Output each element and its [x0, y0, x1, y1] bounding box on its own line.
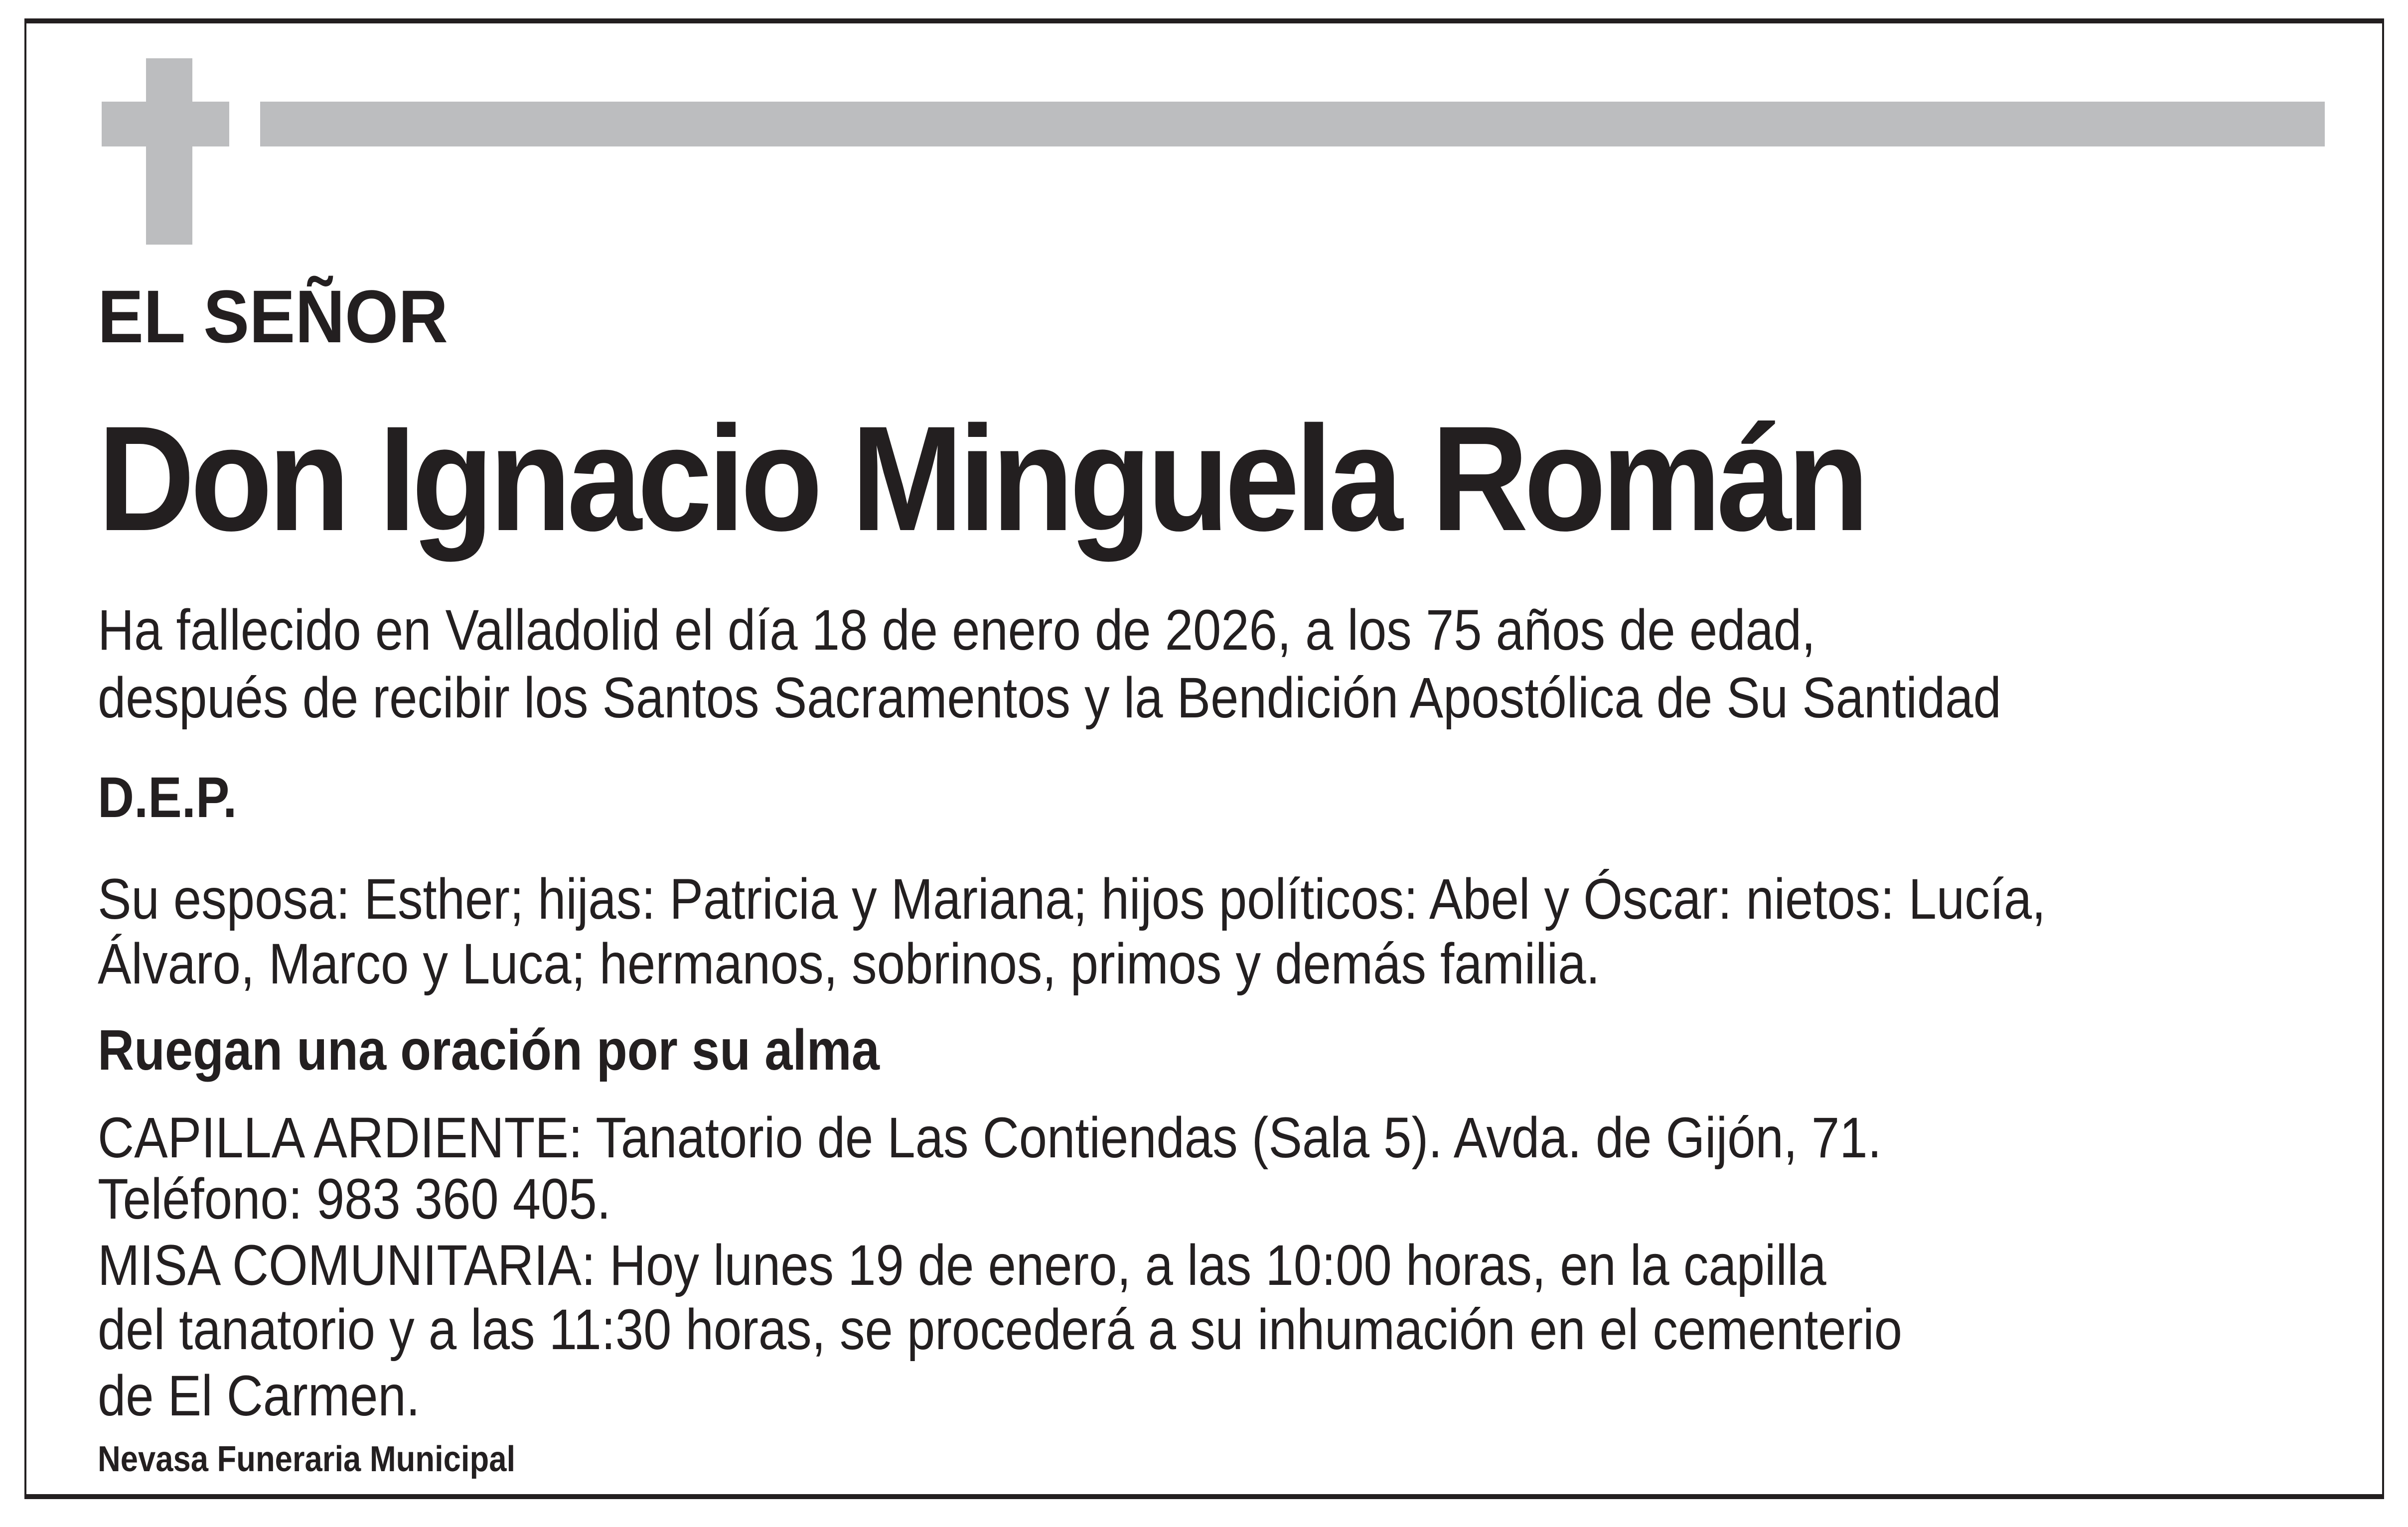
- announcement-line: Ha fallecido en Valladolid el día 18 de enero de 2026, a los 75 años de edad,: [98, 598, 1816, 662]
- dep-label: D.E.P.: [98, 766, 237, 830]
- header-rule: [260, 102, 2325, 146]
- details-line: CAPILLA ARDIENTE: Tanatorio de Las Contiendas (Sala 5). Avda. de Gijón, 71.: [98, 1106, 1882, 1170]
- funeral-home: Nevasa Funeraria Municipal: [98, 1439, 516, 1479]
- details-line: de El Carmen.: [98, 1364, 420, 1428]
- details-line: Teléfono: 983 360 405.: [98, 1167, 611, 1231]
- title-prefix: EL SEÑOR: [98, 275, 448, 358]
- family-line: Su esposa: Esther; hijas: Patricia y Mariana; hijos políticos: Abel y Óscar: nietos: Lucía,: [98, 867, 2046, 931]
- details-line: MISA COMUNITARIA: Hoy lunes 19 de enero, a las 10:00 horas, en la capilla: [98, 1234, 1826, 1297]
- deceased-name: Don Ignacio Minguela Román: [98, 395, 1865, 562]
- announcement-line: después de recibir los Santos Sacramentos y la Bendición Apostólica de Su Santidad: [98, 666, 2001, 730]
- details-line: del tanatorio y a las 11:30 horas, se procederá a su inhumación en el cementerio: [98, 1298, 1903, 1362]
- prayer-request: Ruegan una oración por su alma: [98, 1018, 880, 1082]
- family-line: Álvaro, Marco y Luca; hermanos, sobrinos, primos y demás familia.: [98, 932, 1600, 996]
